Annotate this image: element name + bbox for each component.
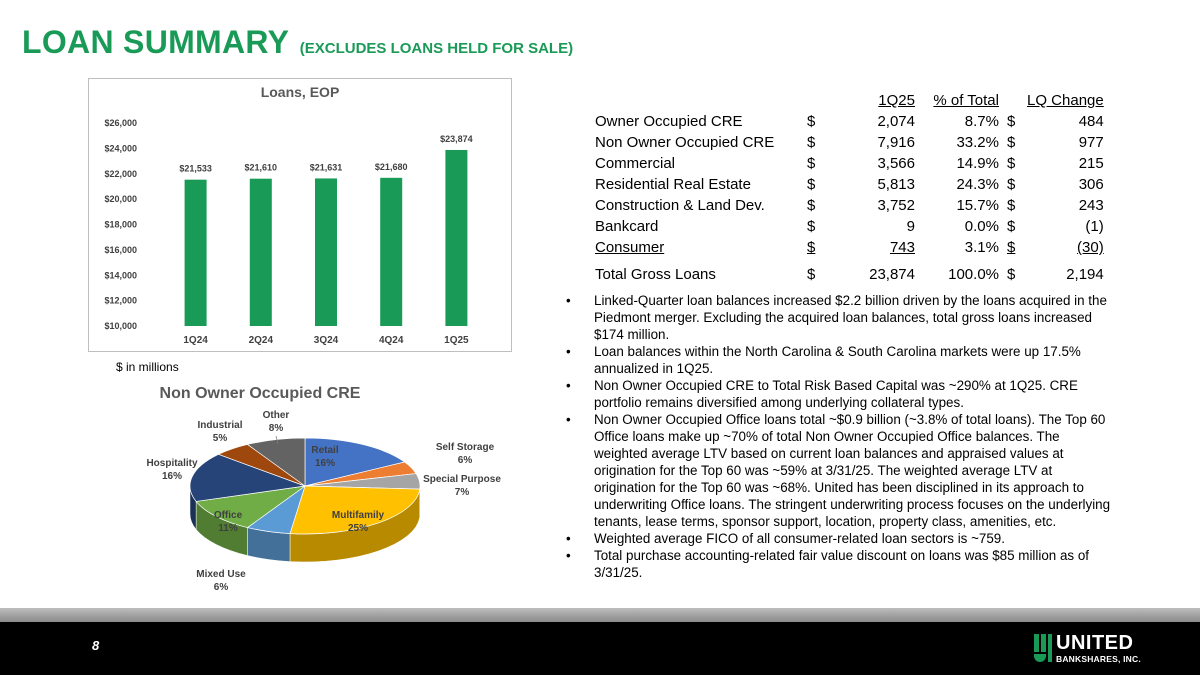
cell-change: (1) bbox=[1085, 218, 1104, 235]
cell-pct: 8.7% bbox=[964, 113, 999, 130]
pie-slice-label: Special Purpose bbox=[423, 474, 501, 485]
pie-slice-pct: 11% bbox=[218, 523, 238, 534]
cell-d1: $ bbox=[807, 113, 816, 130]
pie-slice-label: Industrial bbox=[197, 420, 243, 431]
bar-data-label: $21,610 bbox=[244, 162, 278, 173]
united-logo bbox=[1034, 632, 1154, 668]
pie-slice-label: Multifamily bbox=[331, 510, 385, 521]
cell-d1: $ bbox=[807, 197, 816, 214]
cell-d1: $ bbox=[807, 266, 816, 283]
pie-slice-pct: 8% bbox=[268, 423, 284, 434]
cell-d1: $ bbox=[807, 239, 816, 256]
table-row bbox=[595, 153, 1104, 174]
cell-category: Residential Real Estate bbox=[595, 176, 751, 193]
cell-category: Non Owner Occupied CRE bbox=[595, 134, 775, 151]
pie-slice-pct: 16% bbox=[161, 471, 183, 482]
cell-category: Commercial bbox=[595, 155, 676, 172]
header-pct-total: % of Total bbox=[933, 92, 999, 109]
pie-slice-label: Other bbox=[262, 410, 290, 421]
cell-pct: 14.9% bbox=[956, 155, 999, 172]
commentary-bullets bbox=[566, 292, 1111, 581]
table-row bbox=[595, 216, 1104, 237]
bullet-item: • Non Owner Occupied Office loans total ~$0.9 billion (~3.8% of total loans). The Top 60 Office loans make up ~70% of total Non Owner Occupied Office balances. The weighted average LTV based on current loan balances and appraised values at origination for the Top 60 was ~59% at 3/31/25. The weighted average LTV at origination for the Top 60 was ~68%. United has been disciplined in its approach to underwriting Office loans. The stringent underwriting process focuses on the underlying tenants, lease terms, sponsor support, location, property class, amenities, etc. bbox=[566, 411, 1111, 530]
cell-value: 2,074 bbox=[877, 113, 915, 130]
cell-d2: $ bbox=[1007, 134, 1016, 151]
cell-category: Construction & Land Dev. bbox=[595, 197, 765, 214]
cell-category: Owner Occupied CRE bbox=[595, 113, 743, 130]
cell-value: 7,916 bbox=[877, 134, 915, 151]
x-tick-label: 2Q24 bbox=[248, 335, 274, 346]
pie-slice-pct: 16% bbox=[314, 458, 336, 469]
cell-change: 215 bbox=[1078, 155, 1104, 172]
bar-data-label: $23,874 bbox=[440, 133, 473, 144]
y-tick-label: $20,000 bbox=[104, 194, 137, 205]
pie-slice-pct: 5% bbox=[212, 433, 228, 444]
cell-d1: $ bbox=[807, 218, 816, 235]
loans-bar-chart bbox=[89, 79, 511, 351]
cell-category: Total Gross Loans bbox=[595, 266, 716, 283]
cell-pct: 0.0% bbox=[964, 218, 999, 235]
loan-table bbox=[595, 90, 1104, 285]
y-tick-label: $10,000 bbox=[104, 321, 137, 331]
bar bbox=[445, 150, 467, 326]
table-row bbox=[595, 237, 1104, 258]
logo-subtext: BANKSHARES, INC. bbox=[1056, 654, 1141, 664]
title-subtitle: (EXCLUDES LOANS HELD FOR SALE) bbox=[299, 40, 574, 57]
units-note: $ in millions bbox=[116, 360, 179, 374]
pie-slice-pct: 7% bbox=[454, 487, 470, 498]
y-tick-label: $26,000 bbox=[104, 118, 137, 128]
table-total-row bbox=[595, 258, 1104, 285]
pie-slice-label: Retail bbox=[311, 445, 339, 456]
y-tick-label: $22,000 bbox=[104, 168, 137, 179]
pie-slice-pct: 25% bbox=[347, 523, 369, 534]
cell-pct: 24.3% bbox=[956, 176, 999, 193]
bar-chart-panel bbox=[88, 78, 512, 352]
cell-d2: $ bbox=[1007, 176, 1016, 193]
cre-pie-chart bbox=[120, 378, 520, 603]
x-tick-label: 4Q24 bbox=[378, 335, 404, 346]
cell-change: 306 bbox=[1078, 176, 1104, 193]
cell-pct: 33.2% bbox=[956, 134, 999, 151]
cell-d1: $ bbox=[807, 134, 816, 151]
cell-change: 484 bbox=[1078, 113, 1104, 130]
footer-bar bbox=[0, 622, 1200, 675]
bar-data-label: $21,680 bbox=[374, 161, 408, 172]
table-row bbox=[595, 195, 1104, 216]
cell-value: 23,874 bbox=[869, 266, 915, 283]
cell-change: (30) bbox=[1077, 239, 1104, 256]
bullet-item: • Loan balances within the North Carolina & South Carolina markets were up 17.5% annualized in 1Q25. bbox=[566, 343, 1111, 377]
cell-change: 243 bbox=[1078, 197, 1104, 214]
bar bbox=[185, 180, 207, 326]
page-number: 8 bbox=[92, 638, 100, 653]
table-header-row bbox=[595, 90, 1104, 111]
cell-pct: 100.0% bbox=[948, 266, 999, 283]
footer-band bbox=[0, 608, 1200, 622]
bar bbox=[250, 179, 272, 326]
cell-pct: 15.7% bbox=[956, 197, 999, 214]
bar bbox=[380, 178, 402, 326]
cell-category: Bankcard bbox=[595, 218, 659, 235]
united-logo-icon bbox=[1034, 634, 1054, 668]
y-tick-label: $14,000 bbox=[104, 270, 137, 281]
page-title bbox=[22, 24, 573, 61]
bullet-item: • Linked-Quarter loan balances increased $2.2 billion driven by the loans acquired in the Piedmont merger. Excluding the acquired loan balances, total gross loans increased $174 million. bbox=[566, 292, 1111, 343]
cell-d2: $ bbox=[1007, 197, 1016, 214]
pie-slice-pct: 6% bbox=[457, 455, 473, 466]
header-1q25: 1Q25 bbox=[878, 92, 915, 109]
cell-d2: $ bbox=[1007, 113, 1016, 130]
pie-slice-pct: 6% bbox=[213, 582, 229, 593]
cell-value: 3,752 bbox=[877, 197, 915, 214]
pie-slice-label: Hospitality bbox=[146, 458, 198, 469]
title-main: LOAN SUMMARY bbox=[22, 24, 290, 60]
cell-d2: $ bbox=[1007, 155, 1016, 172]
cell-value: 9 bbox=[906, 218, 915, 235]
cell-change: 977 bbox=[1078, 134, 1104, 151]
bullet-item: • Total purchase accounting-related fair value discount on loans was $85 million as of 3/31/25. bbox=[566, 547, 1111, 581]
y-tick-label: $16,000 bbox=[104, 244, 137, 255]
x-tick-label: 3Q24 bbox=[313, 335, 339, 346]
bullet-item: • Non Owner Occupied CRE to Total Risk Based Capital was ~290% at 1Q25. CRE portfolio remains diversified among underlying collateral types. bbox=[566, 377, 1111, 411]
cell-value: 5,813 bbox=[877, 176, 915, 193]
pie-slice-label: Self Storage bbox=[435, 442, 495, 453]
bar-data-label: $21,533 bbox=[179, 163, 212, 174]
cell-d1: $ bbox=[807, 176, 816, 193]
cell-d2: $ bbox=[1007, 239, 1016, 256]
y-tick-label: $24,000 bbox=[104, 143, 137, 154]
table-row bbox=[595, 111, 1104, 132]
cell-d1: $ bbox=[807, 155, 816, 172]
y-tick-label: $12,000 bbox=[104, 295, 137, 306]
pie-slice-label: Mixed Use bbox=[196, 569, 246, 580]
table-row bbox=[595, 132, 1104, 153]
pie-slice-label: Office bbox=[213, 510, 243, 521]
x-tick-label: 1Q24 bbox=[183, 335, 208, 346]
cell-value: 3,566 bbox=[877, 155, 915, 172]
bar-chart-title: Loans, EOP bbox=[260, 84, 340, 100]
bullet-item: • Weighted average FICO of all consumer-related loan sectors is ~759. bbox=[566, 530, 1111, 547]
x-tick-label: 1Q25 bbox=[444, 335, 469, 346]
pie-chart-title: Non Owner Occupied CRE bbox=[159, 385, 361, 402]
logo-text: UNITED bbox=[1056, 632, 1134, 654]
loan-table-panel bbox=[595, 90, 1104, 285]
cell-d2: $ bbox=[1007, 266, 1016, 283]
y-tick-label: $18,000 bbox=[104, 219, 137, 230]
table-row bbox=[595, 174, 1104, 195]
cell-category: Consumer bbox=[595, 239, 665, 256]
cell-pct: 3.1% bbox=[964, 239, 999, 256]
cell-d2: $ bbox=[1007, 218, 1016, 235]
header-lq-change: LQ Change bbox=[1027, 92, 1104, 109]
bar bbox=[315, 178, 337, 326]
bar-data-label: $21,631 bbox=[309, 162, 343, 173]
cell-value: 743 bbox=[889, 239, 915, 256]
cell-change: 2,194 bbox=[1066, 266, 1104, 283]
